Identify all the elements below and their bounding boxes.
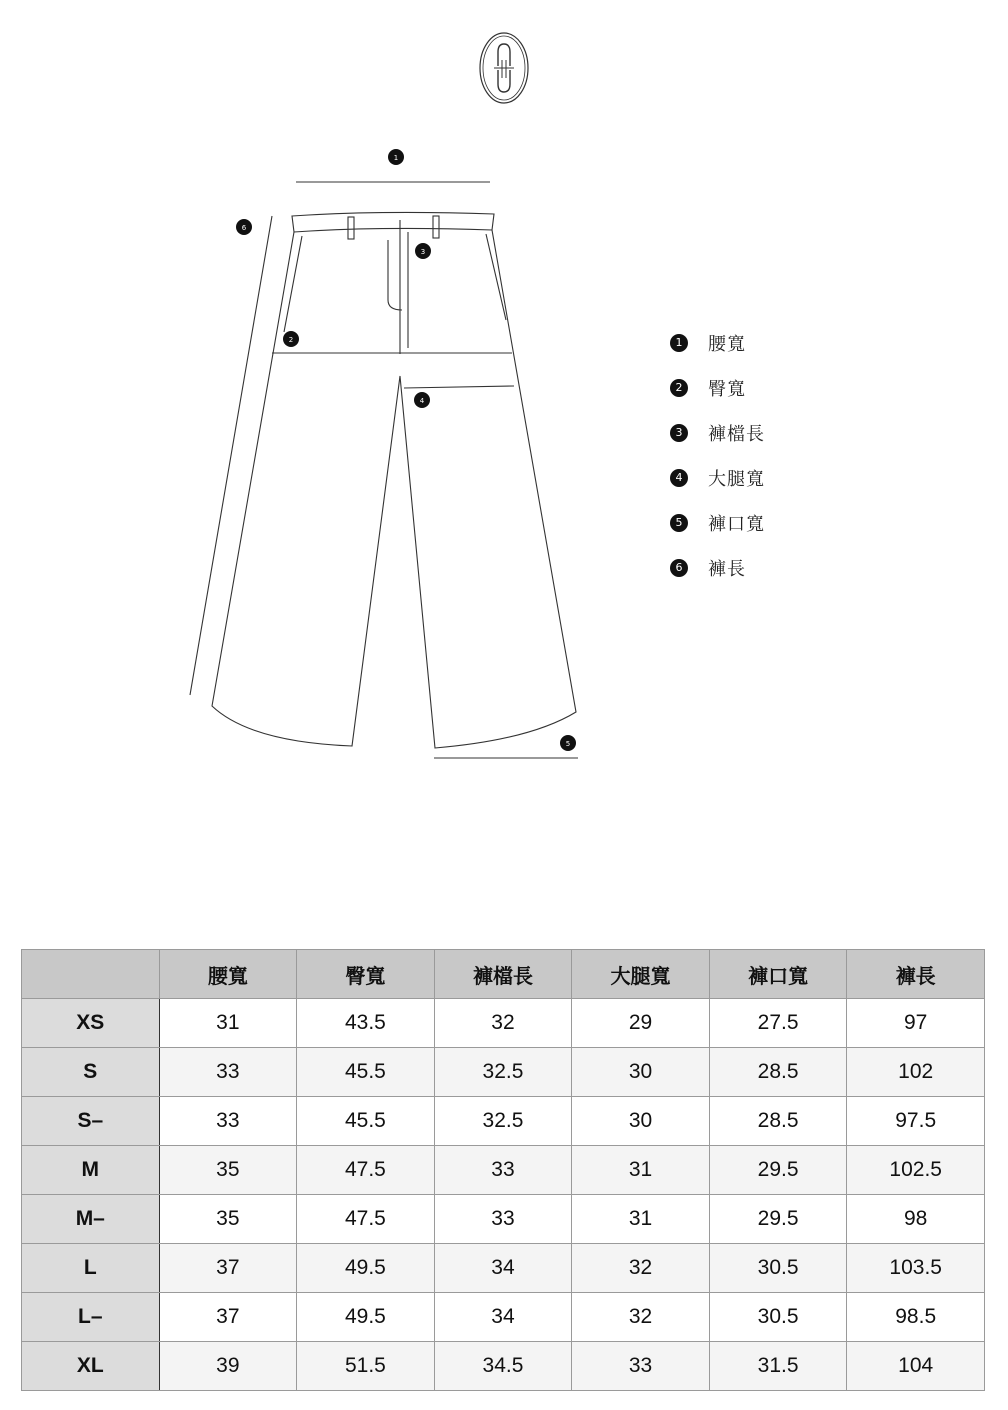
table-row — [22, 1195, 985, 1244]
legend-item-hem — [670, 500, 870, 545]
table-cell: 45.5 — [297, 1048, 435, 1097]
table-cell: 31 — [572, 1195, 710, 1244]
marker-1-waist — [388, 149, 404, 165]
legend-number: 4 — [670, 469, 688, 487]
table-row — [22, 1293, 985, 1342]
legend-item-waist — [670, 320, 870, 365]
legend-number: 1 — [670, 334, 688, 352]
legend-number: 3 — [670, 424, 688, 442]
length-measure-line — [190, 216, 272, 695]
table-cell: 31 — [159, 999, 297, 1048]
column-header-length: 褲長 — [847, 950, 985, 999]
table-cell: 33 — [434, 1146, 572, 1195]
pants-line-drawing — [180, 140, 600, 780]
svg-text:6: 6 — [241, 224, 247, 232]
legend-label: 褲長 — [708, 558, 746, 580]
column-header-rise: 褲檔長 — [434, 950, 572, 999]
legend-number: 5 — [670, 514, 688, 532]
column-header-hem: 褲口寬 — [709, 950, 847, 999]
table-cell: 104 — [847, 1342, 985, 1391]
svg-text:2: 2 — [288, 336, 294, 344]
table-cell: 35 — [159, 1146, 297, 1195]
marker-2-hip — [283, 331, 299, 347]
size-label: S — [22, 1048, 160, 1097]
size-chart-table — [21, 949, 985, 1391]
table-cell: 37 — [159, 1244, 297, 1293]
svg-text:4: 4 — [419, 397, 425, 405]
measurement-legend — [670, 320, 870, 590]
thigh-measure-line — [404, 386, 514, 388]
table-cell: 32 — [434, 999, 572, 1048]
size-label: XS — [22, 999, 160, 1048]
table-cell: 33 — [572, 1342, 710, 1391]
size-label: S– — [22, 1097, 160, 1146]
belt-loop-right — [433, 216, 439, 238]
legend-item-thigh — [670, 455, 870, 500]
table-row — [22, 1048, 985, 1097]
marker-3-rise — [415, 243, 431, 259]
brand-logo — [478, 30, 530, 106]
table-row — [22, 1146, 985, 1195]
table-cell: 35 — [159, 1195, 297, 1244]
marker-6-length — [236, 219, 252, 235]
table-row — [22, 1244, 985, 1293]
legend-number: 6 — [670, 559, 688, 577]
table-cell: 49.5 — [297, 1293, 435, 1342]
table-cell: 32 — [572, 1293, 710, 1342]
table-cell: 47.5 — [297, 1195, 435, 1244]
table-cell: 102.5 — [847, 1146, 985, 1195]
pants-measurement-diagram — [180, 140, 600, 780]
table-cell: 45.5 — [297, 1097, 435, 1146]
waistband — [292, 212, 494, 232]
table-cell: 27.5 — [709, 999, 847, 1048]
size-label: L– — [22, 1293, 160, 1342]
table-cell: 32.5 — [434, 1048, 572, 1097]
legend-item-hip — [670, 365, 870, 410]
size-label: M– — [22, 1195, 160, 1244]
table-cell: 39 — [159, 1342, 297, 1391]
legend-label: 褲檔長 — [708, 423, 765, 445]
table-row — [22, 999, 985, 1048]
marker-5-hem — [560, 735, 576, 751]
table-row — [22, 1097, 985, 1146]
legend-label: 褲口寬 — [708, 513, 765, 535]
column-header-thigh: 大腿寬 — [572, 950, 710, 999]
table-cell: 43.5 — [297, 999, 435, 1048]
table-cell: 33 — [159, 1097, 297, 1146]
table-cell: 30 — [572, 1097, 710, 1146]
table-cell: 30.5 — [709, 1244, 847, 1293]
brand-monogram-oval-logo — [478, 30, 530, 106]
legend-label: 腰寬 — [708, 333, 746, 355]
table-cell: 33 — [159, 1048, 297, 1097]
table-cell: 103.5 — [847, 1244, 985, 1293]
table-cell: 102 — [847, 1048, 985, 1097]
table-corner-cell — [22, 950, 160, 999]
table-cell: 97.5 — [847, 1097, 985, 1146]
table-cell: 97 — [847, 999, 985, 1048]
table-cell: 30.5 — [709, 1293, 847, 1342]
table-cell: 49.5 — [297, 1244, 435, 1293]
column-header-hip: 臀寬 — [297, 950, 435, 999]
belt-loop-left — [348, 217, 354, 239]
legend-item-rise — [670, 410, 870, 455]
size-label: M — [22, 1146, 160, 1195]
table-cell: 98 — [847, 1195, 985, 1244]
table-cell: 33 — [434, 1195, 572, 1244]
size-label: L — [22, 1244, 160, 1293]
table-cell: 37 — [159, 1293, 297, 1342]
table-row — [22, 1342, 985, 1391]
column-header-waist: 腰寬 — [159, 950, 297, 999]
table-cell: 51.5 — [297, 1342, 435, 1391]
table-cell: 47.5 — [297, 1146, 435, 1195]
legend-label: 大腿寬 — [708, 468, 765, 490]
table-cell: 30 — [572, 1048, 710, 1097]
table-cell: 29 — [572, 999, 710, 1048]
svg-text:1: 1 — [393, 154, 399, 162]
size-label: XL — [22, 1342, 160, 1391]
table-cell: 34.5 — [434, 1342, 572, 1391]
legend-item-length — [670, 545, 870, 590]
table-cell: 29.5 — [709, 1146, 847, 1195]
table-cell: 32.5 — [434, 1097, 572, 1146]
table-cell: 32 — [572, 1244, 710, 1293]
marker-4-thigh — [414, 392, 430, 408]
table-cell: 34 — [434, 1293, 572, 1342]
legend-label: 臀寬 — [708, 378, 746, 400]
svg-text:5: 5 — [565, 740, 571, 748]
table-header-row — [22, 950, 985, 999]
svg-text:3: 3 — [420, 248, 426, 256]
table-cell: 29.5 — [709, 1195, 847, 1244]
table-cell: 31.5 — [709, 1342, 847, 1391]
table-cell: 31 — [572, 1146, 710, 1195]
table-cell: 34 — [434, 1244, 572, 1293]
table-cell: 98.5 — [847, 1293, 985, 1342]
table-cell: 28.5 — [709, 1097, 847, 1146]
table-cell: 28.5 — [709, 1048, 847, 1097]
legend-number: 2 — [670, 379, 688, 397]
